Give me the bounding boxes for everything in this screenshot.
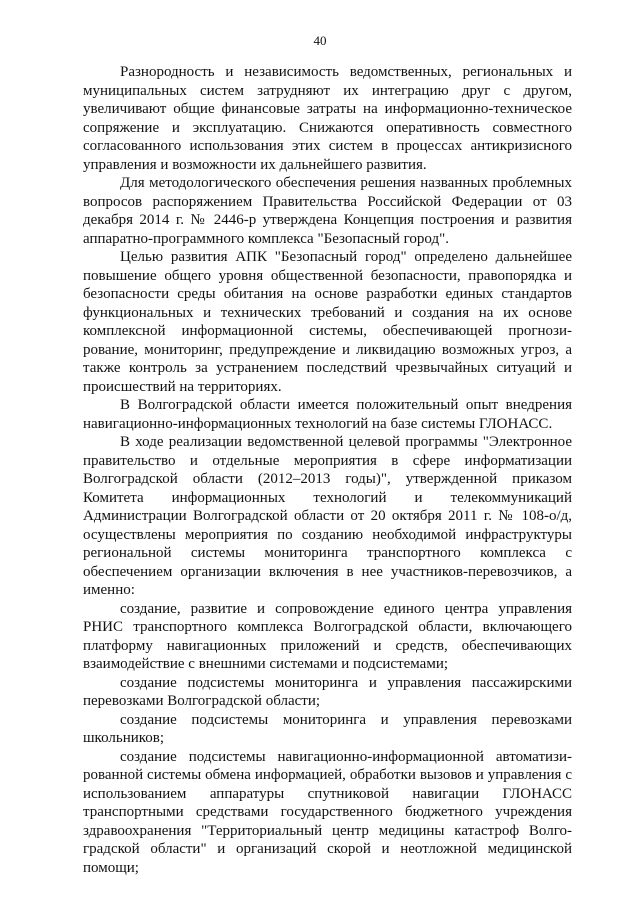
paragraph-3: Целью развития АПК "Безопасный город" определено дальнейшее повышение общего уровня общественной безопасности, правопорядка и безопасности среды обитания на основе разработки единых стандартов функциональных и технических требований и создания на их основе комплексной информационной системы, обеспечивающей прогнозирование, мониторинг, предупреждение и ликвидацию возможных угроз, а также контроль за устранением последствий чрезвычайных ситуаций и происшествий на территориях. <box>83 249 572 395</box>
paragraph-1: Разнородность и независимость ведомственных, региональных и муниципальных систем затрудняют их интеграцию друг с другом, увеличивают общие финансовые затраты на информационно-техническое сопряжение и эксплуатацию. Снижаются оперативность совместного согласованного использования этих систем в процессах антикризисного управления и возможности их дальнейшего развития. <box>83 64 572 173</box>
page-number: 40 <box>313 33 327 48</box>
list-item-2: создание подсистемы мониторинга и управления пассажирскими перевозками Волгоградской области; <box>83 674 572 709</box>
paragraph-4: В Волгоградской области имеется положительный опыт внедрения навигационно-информационных технологий на базе системы ГЛОНАСС. <box>83 397 572 432</box>
list-item-1: создание, развитие и сопровождение единого центра управления РНИС транспортного комплекса Волгоградской области, включающего платформу навигационных приложений и средств, обеспечивающих взаимодействие с внешними системами и подсистемами; <box>83 600 572 672</box>
paragraph-5: В ходе реализации ведомственной целевой программы "Электронное правительство и отдельные мероприятия в сфере информатизации Волгоградской области (2012–2013 годы)", утвержденной приказом Комитета информационных технологий и телекоммуникаций Администрации Волгоградской области от 20 октября 2011 г. № 108-о/д, осуществлены мероприятия по созданию необходимой инфраструктуры региональной системы мониторинга транспортного комплекса с обеспечением организации включения в нее участников-перевозчиков, а именно: <box>83 434 572 598</box>
list-item-3: создание подсистемы мониторинга и управления перевозками школьников; <box>83 711 572 746</box>
document-body <box>83 63 572 877</box>
paragraph-2: Для методологического обеспечения решения названных проблемных вопросов распоряжением Правительства Российской Федерации от 03 декабря 2014 г. № 2446-р утверждена Концепция построения и развития аппаратно-программного комплекса "Безопасный город". <box>83 175 572 247</box>
list-item-4: создание подсистемы навигационно-информационной автоматизированной системы обмена информацией, обработки вызовов и управления с использованием аппаратуры спутниковой навигации ГЛОНАСС транспортными средствами государственного бюджетного учреждения здравоохранения "Территориальный центр медицины катастроф Волгоградской области" и организаций скорой и неотложной медицинской помощи; <box>83 748 572 876</box>
